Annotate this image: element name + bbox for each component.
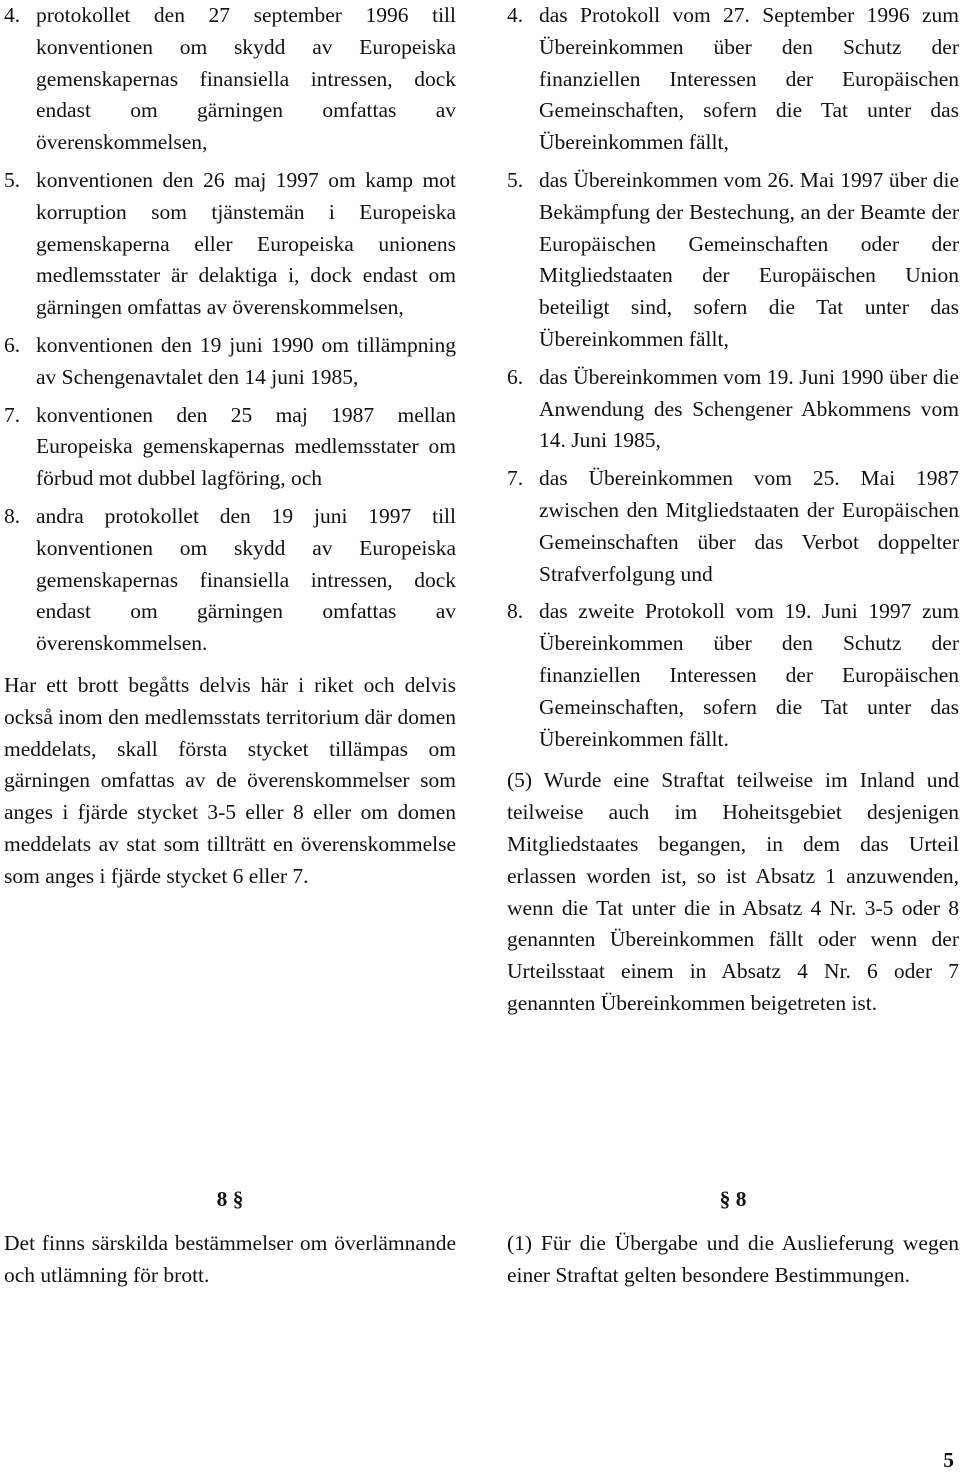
item-text: konventionen den 19 juni 1990 om tillämpning av Schengenavtalet den 14 juni 1985,	[36, 332, 456, 389]
item-text: konventionen den 26 maj 1997 om kamp mot korruption som tjänstemän i Europeiska gemenskaperna eller Europeiska unionens medlemsstater är delaktiga i, dock endast om gärningen omfattas av överenskommelsen,	[36, 167, 456, 320]
item-number: 4.	[4, 3, 21, 27]
swedish-column	[4, 0, 456, 914]
german-section-heading: § 8	[719, 1187, 747, 1211]
item-text: das Übereinkommen vom 19. Juni 1990 über die Anwendung des Schengener Abkommens vom 14. Juni 1985,	[539, 364, 959, 453]
swedish-item-list	[4, 0, 456, 660]
german-item-list	[507, 0, 959, 755]
german-paragraph: (5) Wurde eine Straftat teilweise im Inland und teilweise auch im Hoheitsgebiet desjenigen Mitgliedstaates begangen, in dem das Urteil erlassen worden ist, so ist Absatz 1 anzuwenden, wenn die Tat unter die in Absatz 4 Nr. 3-5 oder 8 genannten Übereinkommen fällt oder wenn der Urteilsstaat einem in Absatz 4 Nr. 6 oder 7 genannten Übereinkommen beigetreten ist.	[507, 768, 959, 1015]
item-text: andra protokollet den 19 juni 1997 till konventionen om skydd av Europeiska gemenskapernas finansiella intressen, dock endast om gärningen omfattas av överenskommelsen.	[36, 503, 456, 656]
list-item	[507, 463, 959, 590]
list-item	[507, 596, 959, 755]
item-text: das Übereinkommen vom 25. Mai 1987 zwischen den Mitgliedstaaten der Europäischen Gemeinschaften über das Verbot doppelter Strafverfolgung und	[539, 466, 959, 586]
item-number: 7.	[507, 466, 524, 491]
item-number: 6.	[4, 332, 21, 357]
german-column	[507, 0, 959, 1041]
list-item	[507, 0, 959, 159]
list-item	[507, 362, 959, 457]
item-number: 8.	[4, 503, 21, 528]
item-number: 4.	[507, 3, 524, 27]
item-text: das Übereinkommen vom 26. Mai 1997 über die Bekämpfung der Bestechung, an der Beamte der Europäischen Gemeinschaften oder der Mitgliedstaaten der Europäischen Union beteiligt sind, sofern die Tat unter das Übereinkommen fällt,	[539, 167, 959, 351]
item-number: 8.	[507, 599, 524, 624]
item-text: das Protokoll vom 27. September 1996 zum Übereinkommen über den Schutz der finanziellen Interessen der Europäischen Gemeinschaften, sofern die Tat unter das Übereinkommen fällt,	[539, 3, 959, 155]
list-item	[4, 0, 456, 159]
list-item	[4, 330, 456, 394]
item-number: 5.	[507, 167, 524, 192]
list-item	[4, 501, 456, 660]
german-section-text: (1) Für die Übergabe und die Auslieferung wegen einer Straftat gelten besondere Bestimmungen.	[507, 1231, 959, 1287]
page-number: 5	[943, 1448, 954, 1472]
swedish-section-heading: 8 §	[216, 1187, 244, 1211]
item-number: 7.	[4, 402, 21, 427]
list-item	[4, 165, 456, 324]
list-item	[4, 400, 456, 495]
list-item	[507, 165, 959, 356]
item-text: das zweite Protokoll vom 19. Juni 1997 zum Übereinkommen über den Schutz der finanziellen Interessen der Europäischen Gemeinschaften, sofern die Tat unter das Übereinkommen fällt.	[539, 599, 959, 751]
item-text: protokollet den 27 september 1996 till konventionen om skydd av Europeiska gemenskapernas finansiella intressen, dock endast om gärningen omfattas av överenskommelsen,	[36, 3, 456, 155]
item-number: 6.	[507, 364, 524, 389]
item-number: 5.	[4, 167, 21, 192]
item-text: konventionen den 25 maj 1987 mellan Europeiska gemenskapernas medlemsstater om förbud mot dubbel lagföring, och	[36, 402, 456, 491]
swedish-paragraph: Har ett brott begåtts delvis här i riket och delvis också inom den medlemsstats territorium där domen meddelats, skall första stycket tillämpas om gärningen omfattas av de överenskommelser som anges i fjärde stycket 3-5 eller 8 eller om domen meddelats av stat som tillträtt en överenskommelse som anges i fjärde stycket 6 eller 7.	[4, 672, 456, 888]
swedish-section-text: Det finns särskilda bestämmelser om överlämnande och utlämning för brott.	[4, 1231, 456, 1287]
